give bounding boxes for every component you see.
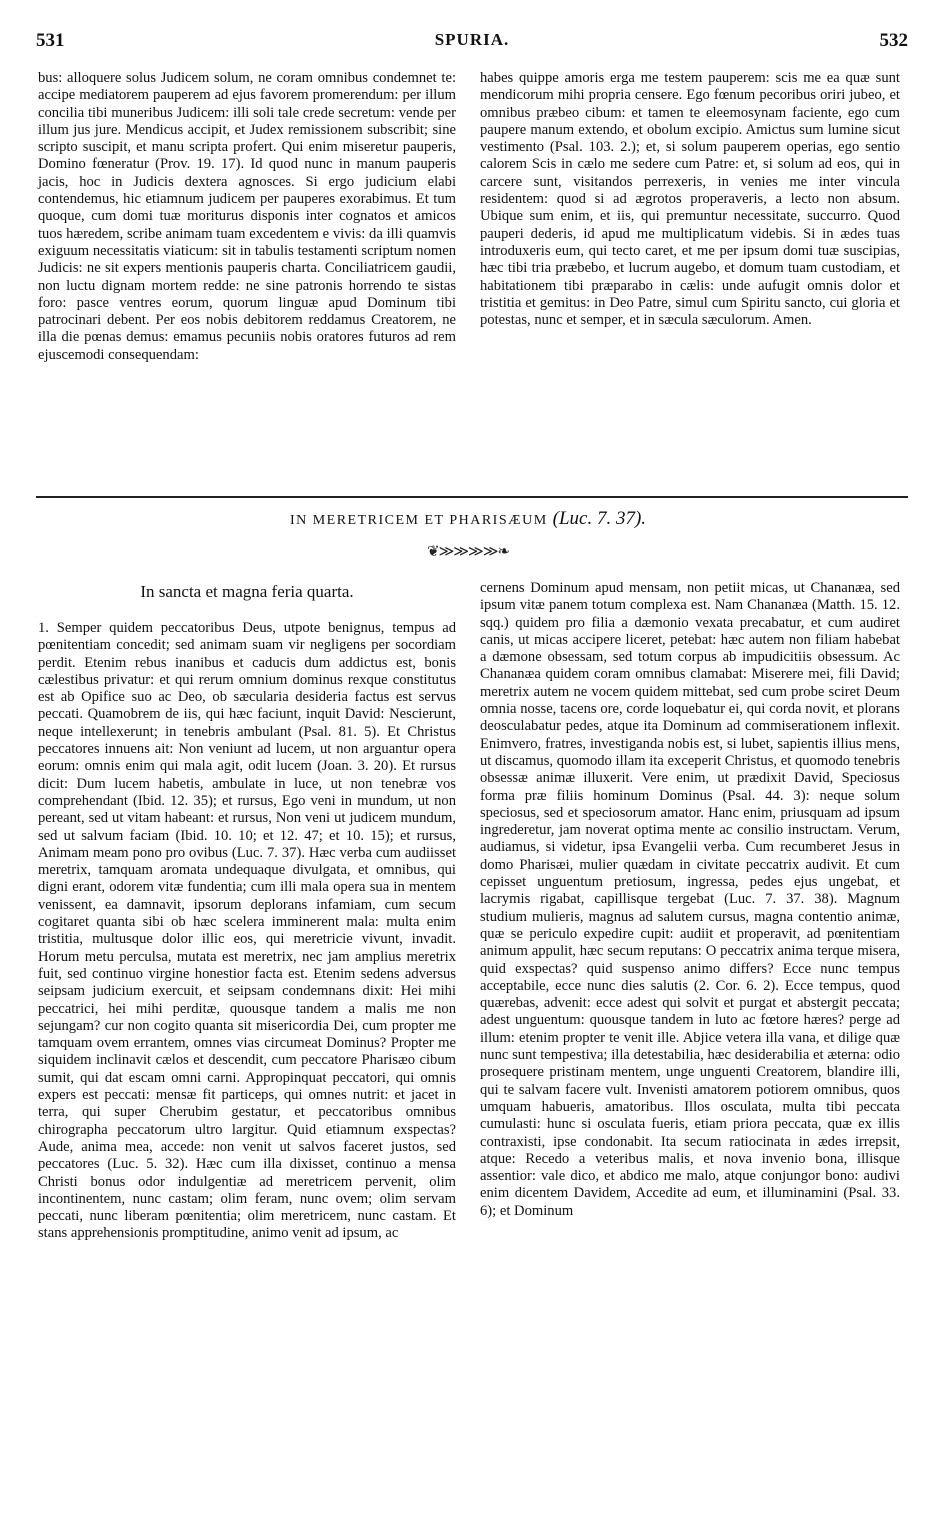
section-divider-rule [36,496,908,498]
ornament-divider: ❦≫≫≫≫❧ [427,544,509,560]
bottom-left-text: 1. Semper quidem peccatoribus Deus, utpote benignus, tempus ad pœnitentiam concedit; sed animam suam vir negligens per socordiam perdit. Etenim rebus inanibus et caducis dum addictus est, bonis cælestibus privatur: et qui rerum omnium dominus rexque constitutus est ab Opifice suo ac Deo, ob sæcularia desideria factus est servus peccati. Quamobrem de iis, qui hæc faciunt, inquit David: Nescierunt, neque intellexerunt; in tenebris ambulant (Psal. 81. 5). Et Christus peccatores innuens ait: Non veniunt ad lucem, ut non arguantur opera eorum: omnis enim qui mala agit, odit lucem (Joan. 3. 20). Et rursus dicit: Dum lucem habetis, ambulate in luce, ut non tenebræ vos comprehendant (Ibid. 12. 35); et rursus, Ego veni in mundum, ut non pereant, sed ut vitam habeant: et rursus, Non veni ut judicem mundum, sed ut salvum faciam (Ibid. 10. 10; et 12. 47; et 10. 15); et rursus, Animam meam pono pro ovibus (Luc. 7. 37). Hæc verba cum audiisset meretrix, tamquam aromata undequaque divulgata, et omnibus, qui digni erant, odorem vitæ fundentia; cum illi mala opera sua in mentem venissent, ea damnavit, ipsorum deplorans infamiam, cum secum cogitaret quanta sibi ob hæc scelera imminerent mala: multa enim tristitia, multusque dolor illic eos, qui meretricie vivunt, invadit. Horum metu perculsa, mutata est meretrix, nec jam amplius meretrix fuit, sed continuo virgine honestior facta est. Etenim sedens adversus seipsam judicium exercuit, et seipsam condemnans dixit: Hei mihi peccatrici, hei mihi perditæ, quousque tandem a malis me non sejungam? cur non cogito quanta sit misericordia Dei, cum propter me tamquam ovem errantem, omnes vias circumeat Dominus? Propter me siquidem inclinavit cælos et descendit, cum peccatore Pharisæo cibum sumit, qui dat escam omni carni. Appropinquat peccatori, qui omnis expers est peccati: mensæ fit particeps, qui omnes nutrit: et jacet in terra, qui super Cherubim gestatur, et peccatoribus omnibus chirographa peccatorum ultro largitur. Quid etiamnum exspectas? Aude, anima mea, accede: non venit ut salvos faceret justos, sed peccatores (Luc. 5. 32). Hæc cum illa dixisset, continuo a mensa Christi bonus odor indulgentiæ ad meretricem pervenit, olim incontinentem, nunc castam; olim feram, nunc ovem; olim servam peccati, nunc liberam pœnitentia; olim meretricem, nunc castam. Et stans apprehensionis promptitudine, animo venit ad ipsum, ac [38,620,456,1242]
page-header [36,30,908,58]
top-right-column [480,70,900,329]
bottom-right-text: cernens Dominum apud mensam, non petiit micas, ut Chananæa, sed ipsum vitæ panem totum complexa est. Nam Chananæa (Matth. 15. 12. sqq.) quidem pro filia a dæmonio vexata precabatur, et cum audiret canis, ut micas accipere liceret, petebat: hæc autem non filiam habebat a dæmone obsessam, sed totum corpus ab impudicitiis obsessum. Ac Chananæa quidem coram omnibus clamabat: Miserere mei, fili David; meretrix autem ne vocem quidem mittebat, sed cum probe sciret Deum omnia nosse, tacens ore, corde loquebatur ei, qui corda novit, et plorans deosculabatur pedes, atque ita Dominum ad commiserationem inflexit. Enimvero, fratres, investiganda nobis est, si lubet, sapientis illius mens, ut discamus, quomodo illam ita exceperit Christus, et quomodo tenebris obsessæ animæ illuxerit. Vere enim, ut prædixit David, Speciosus forma præ filiis hominum Dominus (Psal. 44. 3): neque solum speciosus, sed et speciosorum amator. Hanc enim, priusquam ad ipsum ingrederetur, jam noverat optima mente ac consilio instructam. Verum, audiamus, si videtur, ipsa Evangelii verba. Cum recumberet Jesus in domo Pharisæi, mulier quædam in civitate peccatrix audivit. Et cum cepisset unguentum pretiosum, ingressa, pedes ejus ungebat, et lacrymis rigabat, capillisque tergebat (Luc. 7. 37. 38). Magnum studium mulieris, magnus ad salutem cursus, magna contentio animæ, quæ se periculo expedire cupit: audiit et properavit, ad pœnitentiam animum appulit, hæc secum reputans: O peccatrix anima terque misera, quid exspectas? quid suspenso animo differs? Ecce nunc tempus acceptabile, ecce nunc dies salutis (2. Cor. 6. 2). Ecce tempus, quod quærebas, advenit: ecce adest qui solvit et purgat et abstergit peccata; adest unguentum: quousque tandem in luto ac fœtore hæres? perge ad illum: etenim propter te venit ille. Abjice vetera illa vana, et dilige quæ nunc sunt tempestiva; illa detestabilia, hæc desiderabilia et æterna: odio prosequere pristinam mentem, unge unguenti Creatorem, blandire illi, qui te salvam facere vult. Invenisti amatorem potiorem omnibus, quos umquam habueris, amatoribus. Illos osculata, multa tibi peccata cumulasti: hunc si osculata fueris, etiam priora peccata, quæ ex illis contraxisti, ipse condonabit. Ita secum ratiocinata in ædes irrepsit, atque: Recedo a veteribus malis, et nova invenio bona, illisque assentior: vale dico, et abdico me malo, atque conjungor bono: audivi enim dicentem Davidem, Accedite ad eum, et illuminamini (Psal. 33. 6); et Dominum [480,580,900,1219]
subheading: In sancta et magna feria quarta. [140,582,354,601]
section-title [0,508,936,530]
bottom-right-column [480,580,900,1220]
top-right-text: habes quippe amoris erga me testem pauperem: scis me ea quæ sunt mendicorum mihi propria censere. Ego fœnum pecoribus oriri jubeo, et omnibus præbeo cibum: et tamen te eleemosynam faciente, ego cum paupere manum extendo, et obolum excipio. Amictus sum lumine sicut vestimento (Psal. 103. 2.); et, si solum pauperem operias, ego sentio calorem Scis in cælo me sedere cum Patre: et, si solum ad eos, qui in carcere sunt, visitandos perrexeris, in venies me inter vincula residentem: quod si ad ægrotos properaveris, a lecto non absum. Ubique sum enim, et iis, qui premuntur necessitate, succurro. Quod pauperi dederis, id apud me multiplicatum videbis. Si in ædes tuas introduxeris eum, qui tecto caret, et me per ipsum domi tuæ suscipias, hæc tibi tria præbebo, et lucrum augebo, et domum tuam custodiam, et habitationem tibi præparabo in cælis: unde aufugit omnis dolor et tristitia et gemitus: in Deo Patre, simul cum Spiritu sancto, cui gloria et potestas, nunc et semper, et in sæcula sæculorum. Amen. [480,70,900,329]
section-title-text: IN MERETRICEM ET PHARISÆUM [289,513,548,528]
top-left-text: bus: alloquere solus Judicem solum, ne coram omnibus condemnet te: accipe mediatorem pauperem ad ejus favorem promerendum: per illum concilia tibi muneribus Judicem: illi soli tale crede secretum: vende per illum jus jure. Mendicus accipit, et Judex remissionem subscribit; sine scripto suscipit, et manu scripta profert. Qui enim miseretur pauperis, Domino fœneratur (Prov. 19. 17). Id quod nunc in manum pauperis jacis, hoc in Judicis dextera agnosces. Si ergo judicium elabi contendemus, hic etiamnum judicem per pauperes exorabimus. Et tum quoque, cum domi tuæ moriturus disponis inter cognatos et amicos tuos hæredem, scribe animam tuam excedentem e vivis: da illi quamvis exiguum necessitatis viaticum: sit in tabulis testamenti scriptum nomen Judicis: ne sit expers mentionis pauperis charta. Conciliatricem gaudii, non luctu dignam mortem redde: ne sine patronis horrendo te sistas foro: pasce ventres eorum, quorum linguæ apud Dominum tibi patrocinari debent. Per eos nobis debitorem reddamus Creatorem, ne illa die pœnas demus: emamus pecuniis nobis oratores futuros ad rem ejuscemodi consequendam: [38,70,456,363]
page-number-right: 532 [879,30,908,51]
bottom-left-column [38,620,456,1243]
running-title: SPURIA. [434,30,510,49]
page-number-left: 531 [36,30,65,51]
section-title-citation: (Luc. 7. 37). [552,508,647,529]
top-left-column [38,70,456,364]
